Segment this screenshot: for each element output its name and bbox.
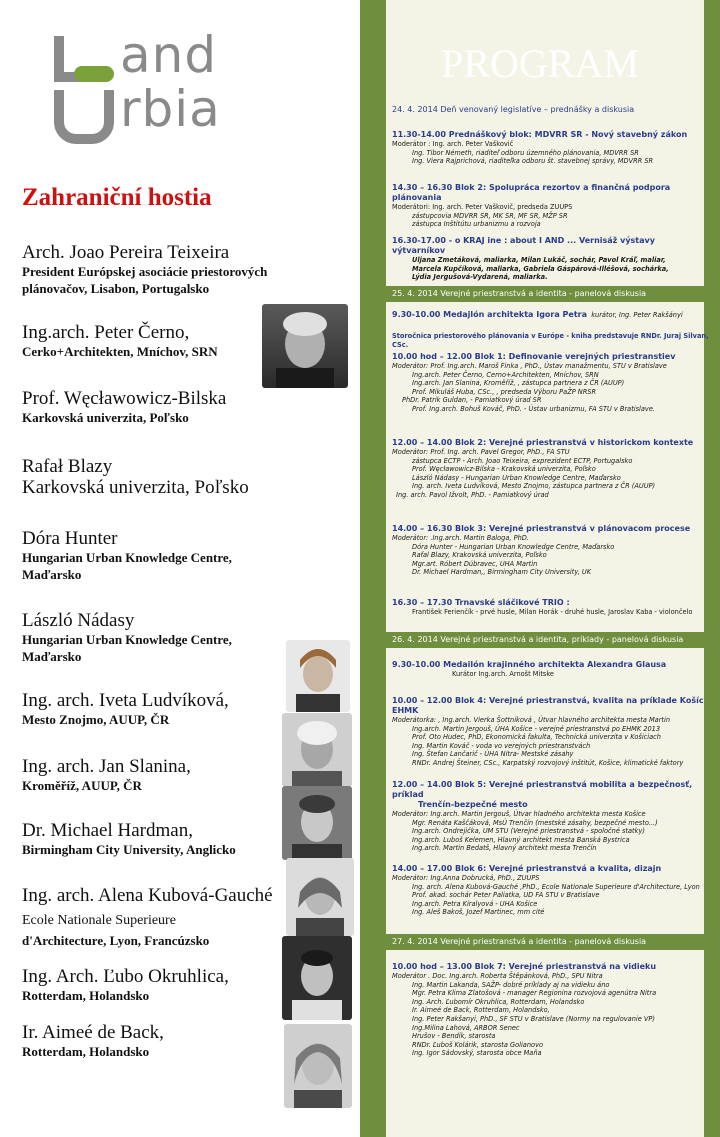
block-speaker: Ing. arch. Pavol Ižvolt, PhD. - Pamiatkový úrad xyxy=(396,490,549,499)
program-block xyxy=(392,598,710,617)
program-block xyxy=(392,332,710,349)
portrait-photo xyxy=(284,1024,352,1108)
block-speaker: Ing.Milina Lahová, ARBOR Senec xyxy=(412,1023,520,1032)
guest-name: Ir. Aimeé de Back, xyxy=(22,1022,164,1043)
block-moderator: Moderátor: Ing.arch. Martin Jergouš, Útvar hladného architekta mesta Košice xyxy=(392,810,646,818)
block-speaker: Dr. Michael Hardman,, Birmingham City University, UK xyxy=(412,568,592,577)
block-speaker: Ing. Martin Kováč - voda vo verejných priestranstvách xyxy=(412,741,591,750)
block-speaker: Ing. Tibor Németh, riaditeľ odboru územného plánovania, MDVRR SR xyxy=(412,148,639,157)
block-moderator: Moderátor: Prof. Ing.arch. Maroš Finka , PhD., Ústav manažmentu, STU v Bratislave xyxy=(392,362,667,370)
guest-name: László Nádasy xyxy=(22,610,135,631)
block-speaker: Ing. Peter Rakšanyi, PhD., SF STU v Bratislave (Normy na regulovanie VP) xyxy=(412,1014,655,1023)
guest-name: Dr. Michael Hardman, xyxy=(22,820,193,841)
block-speaker: Ing.arch. Martin Bedatš, Hlavný architekt mesta Trenčín xyxy=(412,844,597,853)
guest-name: Arch. Joao Pereira Teixeira xyxy=(22,242,230,263)
block-speaker: Ing.arch. Luboš Kelemen, Hlavný architekt mesta Banská Bystrica xyxy=(412,835,630,844)
program-block xyxy=(392,962,710,1058)
block-curator: kurátor, Ing. Peter Rakšányi xyxy=(591,311,683,319)
block-speaker: Mgr. Renáta Kaščáková, MsÚ Trenčín (mestské zásahy, bezpečné mesto...) xyxy=(412,818,658,827)
block-speaker: Prof. akad. sochár Peter Paliatka, UD FA STU v Bratislave xyxy=(412,891,600,900)
block-moderator: Moderátorka: , Ing.arch. Vierka Šottníková , Útvar hlavného architekta mesta Martin xyxy=(392,716,671,724)
guest-name: Dóra Hunter xyxy=(22,528,118,549)
block-speaker: Ing. Štefan Lančarič - ÚHA Nitra- Mestské zásahy xyxy=(412,750,574,759)
guest-item xyxy=(22,690,290,728)
program-block xyxy=(392,183,710,229)
block-heading-cont: Trenčín-bezpečné mesto xyxy=(418,800,528,809)
program-block xyxy=(392,524,710,577)
guest-affiliation: Birmingham City University, Anglicko xyxy=(22,842,236,857)
guest-item xyxy=(22,610,290,665)
program-block xyxy=(392,352,710,414)
guest-name: Rafał Blazy xyxy=(22,456,113,477)
logo-word-top: and xyxy=(120,26,218,84)
block-speaker: RNDr. Ľuboš Kolárik, starosta Golianovo xyxy=(412,1040,544,1049)
block-speaker: Prof. Oto Hudec, PhD, Ekonomická fakulta, Technická univerzita v Košiciach xyxy=(412,733,661,742)
guest-affiliation: d'Architecture, Lyon, Francúzsko xyxy=(22,933,210,948)
block-speaker: Ing.arch. Ondrejička, UM STU (Verejné priestranstvá - spoločné statky) xyxy=(412,827,645,836)
block-heading: 11.30-14.00 Prednáškový blok: MDVRR SR - Nový stavebný zákon xyxy=(392,130,688,139)
landurbia-logo xyxy=(50,28,250,148)
portrait-photo xyxy=(262,304,348,388)
block-heading: 14.00 – 16.30 Blok 3: Verejné priestranstvá v plánovacom procese xyxy=(392,524,691,533)
logo-green-bar xyxy=(74,66,114,82)
guest-item xyxy=(22,820,290,858)
program-block xyxy=(392,864,710,917)
guests-heading: Zahraniční hostia xyxy=(22,184,212,211)
day-band: 25. 4. 2014 Verejné priestranstvá a identita - panelová diskusia xyxy=(386,286,716,302)
logo-u-shape xyxy=(54,90,114,144)
block-heading: 12.00 – 14.00 Blok 2: Verejné priestranstvá v historickom kontexte xyxy=(392,438,694,447)
guest-affiliation: Rotterdam, Holandsko xyxy=(22,988,150,1003)
portrait-photo xyxy=(282,936,352,1020)
block-speaker: Ing. Aleš Bakoš, Jozef Martinec, mm cité xyxy=(412,908,545,917)
guest-name: Ing. Arch. Ľubo Okruhlica, xyxy=(22,966,229,987)
portrait-photo xyxy=(282,786,352,860)
guest-item xyxy=(22,1022,290,1060)
block-heading: 10.00 hod – 13.00 Blok 7: Verejné priestranstvá na vidieku xyxy=(392,962,657,971)
block-speaker: Ir. Aimeé de Back, Rotterdam, Holandsko, xyxy=(412,1006,550,1015)
guest-item xyxy=(22,322,290,360)
guest-item xyxy=(22,242,290,297)
guest-affiliation: Hungarian Urban Knowledge Centre, Maďarsko xyxy=(22,632,232,664)
block-speaker: Prof. Węcławowicz-Bilska - Krakovská univerzita, Poľsko xyxy=(412,465,596,474)
block-speaker: Ing. Igor Sádovský, starosta obce Maňa xyxy=(412,1049,542,1058)
guest-name: Prof. Węcławowicz-Bilska xyxy=(22,388,227,409)
guest-item xyxy=(22,456,290,499)
block-speaker: Ing.arch. Petra Kiralyová - UHA Košice xyxy=(412,899,538,908)
guest-affiliation: Karkovská univerzita, Poľsko xyxy=(22,410,189,425)
block-heading: 10.00 – 12.00 Blok 4: Verejné priestranstvá, kvalita na príklade Košíc EHMK xyxy=(392,696,704,715)
guest-affiliation: Kroměříž, AUUP, ČR xyxy=(22,778,142,793)
block-speaker: Ing. arch. Iveta Ludvíková, Mesto Znojmo, zástupca partnera z ČR (AUUP) xyxy=(412,482,656,491)
guest-affiliation-inline: Ecole Nationale Superieure xyxy=(22,913,176,928)
block-speaker: Ing. Arch. Ľubomír Okruhlica, Rotterdam, Holandsko xyxy=(412,997,585,1006)
guest-name: Ing.arch. Peter Černo, xyxy=(22,322,190,343)
block-speaker: Mgr. Petra Klima Zlatošová - manager Regionina rozvojová agenútra Nitra xyxy=(412,989,657,998)
guest-name: Ing. arch. Iveta Ludvíková, xyxy=(22,690,229,711)
program-block xyxy=(392,310,710,320)
block-heading: 9.30-10.00 Medailón krajinného architekta Alexandra Glausa xyxy=(392,660,667,669)
program-block xyxy=(392,438,710,500)
guest-affiliation: Mesto Znojmo, AUUP, ČR xyxy=(22,712,170,727)
program-title: PROGRAM xyxy=(441,41,639,86)
block-heading: 16.30-17.00 - o KRAJ ine : about I AND ... Vernisáž výstavy výtvarníkov xyxy=(392,236,655,255)
block-heading: 14.30 – 16.30 Blok 2: Spolupráca rezortov a finančná podpora plánovania xyxy=(392,183,671,202)
block-speaker: PhDr. Patrik Guldan, - Pamiatkový úrad SR xyxy=(402,396,542,405)
guest-affiliation: Karkovská univerzita, Poľsko xyxy=(22,477,249,498)
block-heading: 14.00 – 17.00 Blok 6: Verejné priestranstvá a kvalita, dizajn xyxy=(392,864,662,873)
guest-item xyxy=(22,756,290,794)
block-moderator: Moderátor: .Ing.arch. Martin Baloga, PhD. xyxy=(392,534,529,542)
block-speaker: Dóra Hunter - Hungarian Urban Knowledge Centre, Maďarsko xyxy=(412,542,615,551)
block-heading: 10.00 hod – 12.00 Blok 1: Definovanie verejných priestranstiev xyxy=(392,352,676,361)
portrait-photo xyxy=(282,713,352,787)
block-curator: Kurátor Ing.arch. Arnošt Mitske xyxy=(452,670,554,678)
guest-item xyxy=(22,884,290,949)
block-speaker: zástupcovia MDVRR SR, MK SR, MF SR, MŽP SR xyxy=(412,211,568,220)
block-speaker: Uljana Zmetáková, maliarka, Milan Lukáč, sochár, Pavol Kráľ, maliar, xyxy=(412,256,666,264)
guest-affiliation: Cerko+Architekten, Mníchov, SRN xyxy=(22,344,218,359)
guest-item xyxy=(22,528,290,583)
portrait-photo xyxy=(286,640,350,712)
logo-word-bottom: rbia xyxy=(120,80,221,138)
guest-name-block xyxy=(22,884,290,932)
block-speaker: zástupca ECTP - Arch. Joao Teixeira, exprezident ECTP, Portugalsko xyxy=(412,456,633,465)
block-heading: 9.30-10.00 Medajlón architekta Igora Petra xyxy=(392,310,588,319)
guest-item xyxy=(22,966,290,1004)
guest-name: Ing. arch. Jan Slanina, xyxy=(22,756,191,777)
block-speaker: Hrušov - Bendík, starosta xyxy=(412,1032,496,1041)
program-block xyxy=(392,236,710,282)
program-block xyxy=(392,130,710,166)
block-heading: 12.00 – 14.00 Blok 5: Verejné priestranstvá mobilita a bezpečnosť, príklad xyxy=(392,780,693,799)
block-speaker: Marcela Kupčíková, maliarka, Gabriela Gáspárová-Illéšová, sochárka, xyxy=(412,264,669,273)
block-speaker: Mgr.art. Róbert Dúbravec, UHA Martin xyxy=(412,559,538,568)
guest-item xyxy=(22,388,290,426)
block-speaker: Ing.arch. Peter Černo, Cerno+Architekten, Mníchov, SRN xyxy=(412,370,599,379)
block-speaker: zástupca Inštitútu urbanizmu a rozvoja xyxy=(412,220,541,229)
guest-affiliation: Hungarian Urban Knowledge Centre, Maďarsko xyxy=(22,550,232,582)
guest-affiliation: President Európskej asociácie priestorových plánovačov, Lisabon, Portugalsko xyxy=(22,264,268,296)
program-block xyxy=(392,780,710,853)
day-band: 27. 4. 2014 Verejné priestranstvá a identita - panelová diskusia xyxy=(386,934,716,950)
guest-name: Ing. arch. Alena Kubová-Gauché xyxy=(22,885,273,906)
block-speaker: Lýdia Jergušová-Vydarená, maliarka. xyxy=(412,273,548,282)
block-speaker: Ing.arch. Jan Slanina, Kroměříž, , zástupca partnera z ČR (AUUP) xyxy=(412,379,625,388)
program-day1 xyxy=(392,104,710,115)
day-band: 26. 4. 2014 Verejné priestranstvá a identita, príklady - panelová diskusia xyxy=(386,632,716,648)
block-speaker: RNDr. Andrej Šteiner, CSc., Karpatský rozvojový inštitút, Košice, klimatické faktory xyxy=(412,758,684,767)
block-moderator: Moderátor : Ing. arch. Peter Vaškovič xyxy=(392,140,514,148)
block-speaker: Ing. Martin Lakanda, SAŽP- dobré príklady aj na vidieku áno xyxy=(412,980,610,989)
block-speaker: Rafal Blazy, Krakovská univerzita, Poľsko xyxy=(412,551,547,560)
block-speaker: František Ferienčík - prvé husle, Milan Horák - druhé husle, Jaroslav Kaba - violončelo xyxy=(412,608,693,616)
block-moderator: Moderátor: Ing.Anna Dobrucká, PhD., ZUUPS xyxy=(392,874,540,882)
guest-affiliation: Rotterdam, Holandsko xyxy=(22,1044,150,1059)
block-speaker: Ing. arch. Alena Kubová-Gauché ,PhD., Ecole Nationale Superieure d'Architecture, Lyon xyxy=(412,882,700,891)
block-speaker: László Nádasy - Hungarian Urban Knowledge Centre, Maďarsko xyxy=(412,473,621,482)
day-heading: 24. 4. 2014 Deň venovaný legislatíve – prednášky a diskusia xyxy=(392,105,635,114)
block-moderator: Moderátor . Doc. Ing.arch. Roberta Štěpánková, PhD., SPU Nitra xyxy=(392,972,603,980)
block-speaker: Prof. Ing.arch. Bohuš Kováč, PhD. - Ústav urbanizmu, FA STU v Bratislave. xyxy=(412,404,655,413)
block-moderator: Moderátor: Prof. Ing. arch. Pavel Gregor, PhD., FA STU xyxy=(392,448,570,456)
book-line: Storočnica priestorového plánovania v Európe - kniha predstavuje RNDr. Juraj Silvan, CSc. xyxy=(392,332,709,349)
block-speaker: Ing. Viera Rajprichová, riaditeľka odboru št. stavebnej správy, MDVRR SR xyxy=(412,157,654,166)
portrait-photo xyxy=(286,858,354,936)
program-block xyxy=(392,696,710,768)
program-block xyxy=(392,660,710,679)
block-speaker: Ing.arch. Martin Jergouš, ÚHA Košice - verejné priestranstvá po EHMK 2013 xyxy=(412,724,661,733)
block-speaker: Prof. Mikuláš Huba, CSc., , predseda Výboru PaŽP NRSR xyxy=(412,387,597,396)
block-heading: 16.30 – 17.30 Trnavské sláčikové TRIO : xyxy=(392,598,570,607)
block-moderator: Moderátori: Ing. arch. Peter Vaškovič, predseda ZUUPS xyxy=(392,203,573,211)
